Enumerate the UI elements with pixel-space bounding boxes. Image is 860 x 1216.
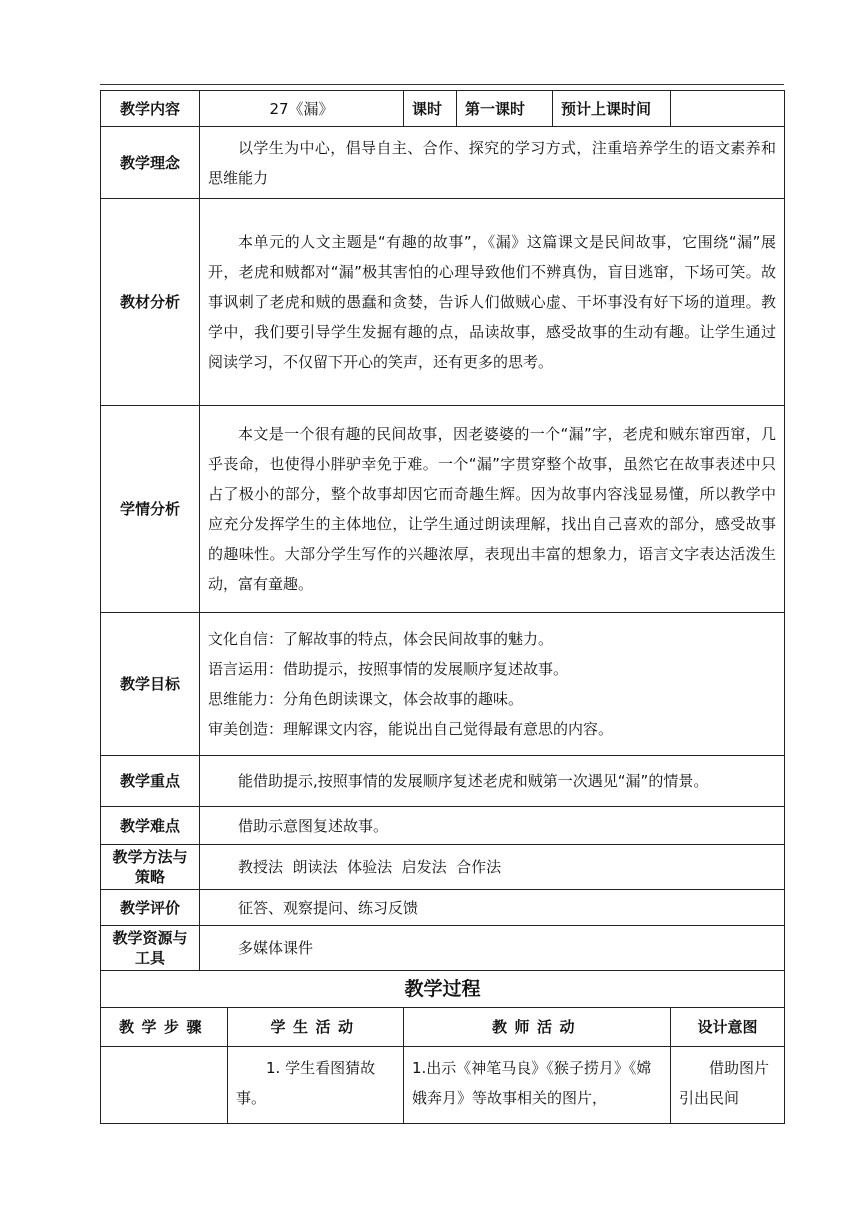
philosophy-row bbox=[101, 127, 785, 199]
objectives-list bbox=[200, 613, 785, 756]
process-title-row bbox=[101, 971, 785, 1008]
difficulties-text: 借助示意图复述故事。 bbox=[200, 807, 785, 845]
evaluation-label: 教学评价 bbox=[101, 890, 200, 926]
process-step-cell bbox=[101, 1047, 228, 1124]
material-row bbox=[101, 199, 785, 406]
resources-row bbox=[101, 926, 785, 971]
methods-label: 教学方法与策略 bbox=[101, 845, 200, 890]
process-teacher-cell: 1.出示《神笔马良》《猴子捞月》《嫦娥奔月》等故事相关的图片， bbox=[404, 1047, 671, 1124]
objectives-row bbox=[101, 613, 785, 756]
key-points-text: 能借助提示,按照事情的发展顺序复述老虎和贼第一次遇见“漏”的情景。 bbox=[200, 756, 785, 807]
planned-time-value bbox=[671, 91, 785, 127]
difficulties-label: 教学难点 bbox=[101, 807, 200, 845]
process-header-row bbox=[101, 1008, 785, 1047]
resources-text: 多媒体课件 bbox=[200, 926, 785, 971]
process-col-student: 学生活动 bbox=[228, 1008, 404, 1047]
process-col-step: 教学步骤 bbox=[101, 1008, 228, 1047]
table-row bbox=[101, 1047, 785, 1124]
evaluation-row bbox=[101, 890, 785, 926]
process-col-teacher: 教师活动 bbox=[404, 1008, 671, 1047]
header-rule bbox=[100, 84, 784, 85]
process-col-intent: 设计意图 bbox=[671, 1008, 785, 1047]
lesson-title: 27《漏》 bbox=[200, 91, 404, 127]
objective-item: 思维能力：分角色朗读课文，体会故事的趣味。 bbox=[208, 690, 524, 708]
lesson-plan-table bbox=[100, 90, 785, 1124]
learners-row bbox=[101, 406, 785, 613]
key-points-label: 教学重点 bbox=[101, 756, 200, 807]
difficulties-row bbox=[101, 807, 785, 845]
period-value: 第一课时 bbox=[457, 91, 553, 127]
header-row bbox=[101, 91, 785, 127]
key-points-row bbox=[101, 756, 785, 807]
content-label: 教学内容 bbox=[101, 91, 200, 127]
learners-text: 本文是一个很有趣的民间故事，因老婆婆的一个“漏”字，老虎和贼东窜西窜，几乎丧命，也使得小胖驴幸免于难。一个“漏”字贯穿整个故事，虽然它在故事表述中只占了极小的部分，整个故事却因它而奇趣生辉。因为故事内容浅显易懂，所以教学中应充分发挥学生的主体地位，让学生通过朗读理解，找出自己喜欢的部分，感受故事的趣味性。大部分学生写作的兴趣浓厚，表现出丰富的想象力，语言文字表达活泼生动，富有童趣。 bbox=[200, 406, 785, 613]
period-label: 课时 bbox=[404, 91, 457, 127]
process-intent-cell: 借助图片引出民间 bbox=[671, 1047, 785, 1124]
process-title: 教学过程 bbox=[101, 971, 785, 1008]
methods-text: 教授法 朗读法 体验法 启发法 合作法 bbox=[200, 845, 785, 890]
material-label: 教材分析 bbox=[101, 199, 200, 406]
philosophy-text: 以学生为中心，倡导自主、合作、探究的学习方式，注重培养学生的语文素养和思维能力 bbox=[200, 127, 785, 199]
objective-item: 语言运用：借助提示，按照事情的发展顺序复述故事。 bbox=[208, 660, 569, 678]
objective-item: 文化自信：了解故事的特点，体会民间故事的魅力。 bbox=[208, 630, 554, 648]
process-student-cell: 1. 学生看图猜故事。 bbox=[228, 1047, 404, 1124]
learners-label: 学情分析 bbox=[101, 406, 200, 613]
objectives-label: 教学目标 bbox=[101, 613, 200, 756]
resources-label: 教学资源与工具 bbox=[101, 926, 200, 971]
philosophy-label: 教学理念 bbox=[101, 127, 200, 199]
evaluation-text: 征答、观察提问、练习反馈 bbox=[200, 890, 785, 926]
material-text: 本单元的人文主题是“有趣的故事”，《漏》这篇课文是民间故事，它围绕“漏”展开，老虎和贼都对“漏”极其害怕的心理导致他们不辨真伪，盲目逃窜，下场可笑。故事讽刺了老虎和贼的愚蠢和贪婪，告诉人们做贼心虚、干坏事没有好下场的道理。教学中，我们要引导学生发掘有趣的点，品读故事，感受故事的生动有趣。让学生通过阅读学习，不仅留下开心的笑声，还有更多的思考。 bbox=[200, 199, 785, 406]
objective-item: 审美创造：理解课文内容，能说出自己觉得最有意思的内容。 bbox=[208, 720, 614, 738]
planned-time-label: 预计上课时间 bbox=[553, 91, 671, 127]
methods-row bbox=[101, 845, 785, 890]
